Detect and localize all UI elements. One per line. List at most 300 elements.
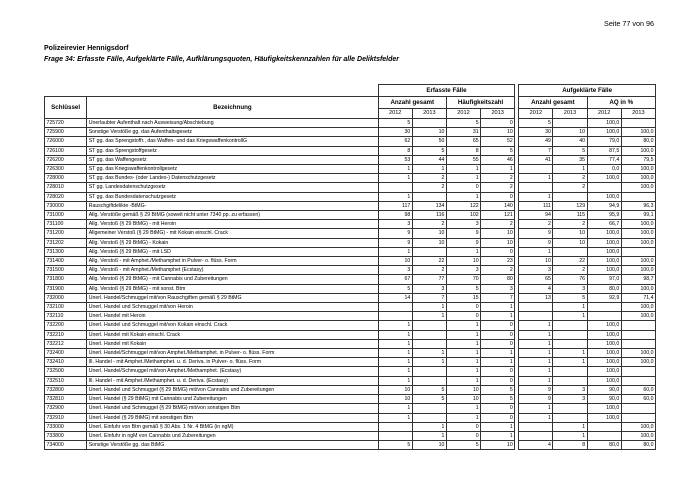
table-row: [45, 201, 656, 210]
table-row: [45, 395, 656, 404]
hz-2013-cell: 1: [481, 165, 515, 174]
schluessel-cell: 731800: [45, 275, 87, 284]
bezeichnung-cell: ST gg. Landesdatenschutzgesetz: [87, 183, 378, 192]
table-row: [45, 220, 656, 229]
aufgeklaert-2013-cell: [553, 330, 587, 339]
erfasst-2013-cell: [412, 192, 446, 201]
aq-2013-cell: [621, 330, 655, 339]
erfasst-2012-cell: 1: [378, 367, 412, 376]
hz-2012-cell: 1: [446, 376, 480, 385]
aq-2013-cell: 100,0: [621, 266, 655, 275]
header-bezeichnung: Bezeichnung: [87, 97, 378, 119]
bezeichnung-cell: Unerl. Handel mit Kokain: [87, 339, 378, 348]
header-year: 2012: [378, 109, 412, 119]
hz-2013-cell: 1: [481, 431, 515, 440]
aq-2012-cell: 100,0: [587, 404, 621, 413]
aufgeklaert-2013-cell: [553, 119, 587, 128]
bezeichnung-cell: Sonstige Verstöße gg. das Aufenthaltsgesetz: [87, 128, 378, 137]
erfasst-2013-cell: 1: [412, 422, 446, 431]
aufgeklaert-2013-cell: 2: [553, 183, 587, 192]
report-subtitle: Frage 34: Erfasste Fälle, Aufgeklärte Fälle, Aufklärungsquoten, Häufigkeitskennzahlen für alle Deliktsfelder: [44, 56, 400, 63]
aq-2013-cell: 80,0: [621, 441, 655, 450]
erfasst-2012-cell: 9: [378, 238, 412, 247]
table-row: [45, 155, 656, 164]
erfasst-2013-cell: 1: [412, 358, 446, 367]
table-row: [45, 192, 656, 201]
hz-2012-cell: 8: [446, 146, 480, 155]
erfasst-2013-cell: 44: [412, 155, 446, 164]
aufgeklaert-2012-cell: 1: [519, 321, 553, 330]
schluessel-cell: 731300: [45, 247, 87, 256]
hz-2013-cell: 5: [481, 395, 515, 404]
aq-2013-cell: 100,0: [621, 284, 655, 293]
erfasst-2012-cell: 98: [378, 211, 412, 220]
bezeichnung-cell: Allg. Verstöße gemäß § 29 BtMG (soweit nicht unter 7340 pp. zu erfassen): [87, 211, 378, 220]
aq-2013-cell: 100,0: [621, 349, 655, 358]
erfasst-2013-cell: 5: [412, 385, 446, 394]
erfasst-2013-cell: 1: [412, 165, 446, 174]
hz-2013-cell: 10: [481, 128, 515, 137]
schluessel-cell: 728000: [45, 174, 87, 183]
aq-2013-cell: 100,0: [621, 146, 655, 155]
hz-2012-cell: 70: [446, 275, 480, 284]
aufgeklaert-2012-cell: 1: [519, 339, 553, 348]
aq-2013-cell: 100,0: [621, 128, 655, 137]
page-number: Seite 77 von 96: [604, 19, 654, 28]
hz-2012-cell: 1: [446, 339, 480, 348]
bezeichnung-cell: Allgemeiner Verstoß (§ 29 BtMG) - mit Kokain einschl. Crack: [87, 229, 378, 238]
aufgeklaert-2012-cell: 9: [519, 395, 553, 404]
hz-2013-cell: 121: [481, 211, 515, 220]
aufgeklaert-2013-cell: 5: [553, 293, 587, 302]
aq-2012-cell: 66,7: [587, 220, 621, 229]
hz-2012-cell: 1: [446, 330, 480, 339]
bezeichnung-cell: Allg. Verstoß (§ 29 BtMG) - mit Cannabis und Zubereitungen: [87, 275, 378, 284]
aufgeklaert-2012-cell: 49: [519, 137, 553, 146]
erfasst-2012-cell: 1: [378, 330, 412, 339]
aufgeklaert-2013-cell: 2: [553, 174, 587, 183]
aq-2013-cell: 100,0: [621, 422, 655, 431]
hz-2012-cell: 1: [446, 192, 480, 201]
erfasst-2013-cell: 22: [412, 257, 446, 266]
schluessel-cell: 726200: [45, 155, 87, 164]
bezeichnung-cell: Unerl. Einfuhr von Btm gemäß § 30 Abs. 1 Nr. 4 BtMG (in ngM): [87, 422, 378, 431]
aufgeklaert-2013-cell: 1: [553, 312, 587, 321]
aufgeklaert-2012-cell: 13: [519, 293, 553, 302]
bezeichnung-cell: Allg. Verstoß (§ 29 BtMG) - mit sonst. Btm: [87, 284, 378, 293]
erfasst-2013-cell: [412, 339, 446, 348]
erfasst-2012-cell: [378, 303, 412, 312]
aufgeklaert-2012-cell: 41: [519, 155, 553, 164]
schluessel-cell: 731100: [45, 220, 87, 229]
erfasst-2012-cell: [378, 422, 412, 431]
erfasst-2012-cell: 9: [378, 229, 412, 238]
header-year: 2012: [446, 109, 480, 119]
hz-2012-cell: 10: [446, 395, 480, 404]
schluessel-cell: 728020: [45, 192, 87, 201]
aq-2012-cell: 100,0: [587, 238, 621, 247]
schluessel-cell: 725900: [45, 128, 87, 137]
header-year: 2012: [519, 109, 553, 119]
erfasst-2013-cell: 10: [412, 441, 446, 450]
aufgeklaert-2013-cell: [553, 339, 587, 348]
erfasst-2013-cell: 134: [412, 201, 446, 210]
table-row: [45, 275, 656, 284]
erfasst-2013-cell: 1: [412, 312, 446, 321]
aq-2012-cell: 94,9: [587, 201, 621, 210]
schluessel-cell: 731202: [45, 238, 87, 247]
aufgeklaert-2012-cell: 1: [519, 358, 553, 367]
aq-2013-cell: [621, 119, 655, 128]
table-row: [45, 441, 656, 450]
bezeichnung-cell: Unerl. Handel (§ 29 BtMG) mit Cannabis und Zubereitungen: [87, 395, 378, 404]
aufgeklaert-2012-cell: [519, 303, 553, 312]
schluessel-cell: 730000: [45, 201, 87, 210]
aufgeklaert-2012-cell: 2: [519, 220, 553, 229]
aufgeklaert-2012-cell: 1: [519, 376, 553, 385]
bezeichnung-cell: ST gg. das Sprengstoffgesetz: [87, 146, 378, 155]
aq-2013-cell: 100,0: [621, 174, 655, 183]
aq-2012-cell: 100,0: [587, 128, 621, 137]
aq-2013-cell: 60,0: [621, 385, 655, 394]
aufgeklaert-2013-cell: 1: [553, 349, 587, 358]
header-aufgeklaerte-faelle: Aufgeklärte Fälle: [519, 85, 656, 97]
schluessel-cell: 726100: [45, 146, 87, 155]
hz-2013-cell: 0: [481, 413, 515, 422]
hz-2012-cell: 0: [446, 303, 480, 312]
table-row: [45, 321, 656, 330]
table-row: [45, 312, 656, 321]
bezeichnung-cell: Unerl. Handel mit Kokain einschl. Crack: [87, 330, 378, 339]
hz-2013-cell: 10: [481, 229, 515, 238]
schluessel-cell: 731500: [45, 266, 87, 275]
aq-2012-cell: 0,0: [587, 165, 621, 174]
hz-2013-cell: 0: [481, 119, 515, 128]
aq-2012-cell: 100,0: [587, 247, 621, 256]
aufgeklaert-2012-cell: 10: [519, 257, 553, 266]
aq-2012-cell: 92,9: [587, 293, 621, 302]
table-row: [45, 247, 656, 256]
table-row: [45, 211, 656, 220]
hz-2013-cell: 2: [481, 174, 515, 183]
erfasst-2012-cell: 1: [378, 413, 412, 422]
bezeichnung-cell: Unerl. Handel und Schmuggel (§ 29 BtMG) mit/von sonstigen Btm: [87, 404, 378, 413]
aq-2012-cell: 100,0: [587, 119, 621, 128]
hz-2013-cell: 23: [481, 257, 515, 266]
erfasst-2012-cell: 14: [378, 293, 412, 302]
aq-2013-cell: 98,7: [621, 275, 655, 284]
aufgeklaert-2013-cell: [553, 321, 587, 330]
erfasst-2012-cell: 5: [378, 441, 412, 450]
aufgeklaert-2012-cell: [519, 422, 553, 431]
erfasst-2012-cell: 1: [378, 349, 412, 358]
hz-2012-cell: 122: [446, 201, 480, 210]
schluessel-cell: 725720: [45, 119, 87, 128]
erfasst-2012-cell: 10: [378, 395, 412, 404]
aufgeklaert-2013-cell: 10: [553, 229, 587, 238]
table-row: [45, 385, 656, 394]
bezeichnung-cell: ST gg. das Sprengstoffr., das Waffen- und das KriegswaffenkontrollG: [87, 137, 378, 146]
schluessel-cell: 732510: [45, 376, 87, 385]
bezeichnung-cell: Unerlaubter Aufenthalt nach Ausweisung/Abschiebung: [87, 119, 378, 128]
aq-2013-cell: 100,0: [621, 238, 655, 247]
erfasst-2012-cell: 62: [378, 137, 412, 146]
aq-2012-cell: 100,0: [587, 413, 621, 422]
aq-2012-cell: 100,0: [587, 192, 621, 201]
aufgeklaert-2013-cell: 10: [553, 238, 587, 247]
aq-2013-cell: [621, 413, 655, 422]
hz-2012-cell: 0: [446, 431, 480, 440]
bezeichnung-cell: Unerl. Handel und Schmuggel mit/von Kokain einschl. Crack: [87, 321, 378, 330]
crime-statistics-table: [44, 84, 656, 450]
erfasst-2013-cell: [412, 321, 446, 330]
header-year: 2013: [621, 109, 655, 119]
erfasst-2012-cell: 1: [378, 376, 412, 385]
bezeichnung-cell: Allg. Verstoß (§ 29 BtMG) - Kokain: [87, 238, 378, 247]
hz-2013-cell: 0: [481, 192, 515, 201]
bezeichnung-cell: Ill. Handel - mit Amphet./Methamphet. u. d. Deriva. in Pulver- o. flüss. Form: [87, 358, 378, 367]
hz-2013-cell: 0: [481, 339, 515, 348]
hz-2013-cell: 7: [481, 293, 515, 302]
table-row: [45, 146, 656, 155]
aufgeklaert-2012-cell: [519, 312, 553, 321]
erfasst-2012-cell: 3: [378, 220, 412, 229]
hz-2012-cell: 5: [446, 441, 480, 450]
erfasst-2012-cell: 10: [378, 385, 412, 394]
hz-2012-cell: 1: [446, 321, 480, 330]
table-row: [45, 128, 656, 137]
aufgeklaert-2012-cell: 1: [519, 330, 553, 339]
aufgeklaert-2012-cell: 1: [519, 192, 553, 201]
header-schluessel: Schlüssel: [45, 97, 87, 119]
hz-2012-cell: 15: [446, 293, 480, 302]
table-body: [45, 119, 656, 450]
aq-2012-cell: 100,0: [587, 367, 621, 376]
erfasst-2012-cell: 5: [378, 119, 412, 128]
aq-2012-cell: 77,4: [587, 155, 621, 164]
aufgeklaert-2012-cell: 94: [519, 211, 553, 220]
aq-2012-cell: [587, 422, 621, 431]
aq-2013-cell: [621, 339, 655, 348]
aufgeklaert-2012-cell: 65: [519, 275, 553, 284]
aufgeklaert-2012-cell: 111: [519, 201, 553, 210]
erfasst-2012-cell: 30: [378, 128, 412, 137]
table-row: [45, 339, 656, 348]
aufgeklaert-2013-cell: 1: [553, 303, 587, 312]
aq-2013-cell: [621, 404, 655, 413]
aufgeklaert-2013-cell: 115: [553, 211, 587, 220]
hz-2013-cell: 5: [481, 146, 515, 155]
aufgeklaert-2012-cell: 1: [519, 174, 553, 183]
aq-2013-cell: [621, 192, 655, 201]
hz-2012-cell: 5: [446, 119, 480, 128]
bezeichnung-cell: Ill. Handel - mit Amphet./Methamphet. u. d. Deriva. (Ecstasy): [87, 376, 378, 385]
aufgeklaert-2012-cell: 9: [519, 238, 553, 247]
bezeichnung-cell: Unerl. Handel (§ 29 BtMG) mit sonstigen Btm: [87, 413, 378, 422]
erfasst-2012-cell: 53: [378, 155, 412, 164]
aufgeklaert-2013-cell: [553, 413, 587, 422]
aq-2013-cell: 96,3: [621, 201, 655, 210]
bezeichnung-cell: Sonstige Verstöße gg. das BtMG: [87, 441, 378, 450]
table-row: [45, 238, 656, 247]
aufgeklaert-2012-cell: 1: [519, 413, 553, 422]
table-row: [45, 284, 656, 293]
table-row: [45, 413, 656, 422]
schluessel-cell: 732410: [45, 358, 87, 367]
aufgeklaert-2012-cell: 3: [519, 266, 553, 275]
header-year: 2013: [412, 109, 446, 119]
erfasst-2012-cell: 5: [378, 284, 412, 293]
erfasst-2013-cell: 7: [412, 293, 446, 302]
erfasst-2013-cell: [412, 404, 446, 413]
aufgeklaert-2012-cell: 1: [519, 247, 553, 256]
aq-2012-cell: [587, 431, 621, 440]
erfasst-2012-cell: [378, 312, 412, 321]
hz-2013-cell: 0: [481, 404, 515, 413]
aufgeklaert-2012-cell: 1: [519, 367, 553, 376]
erfasst-2012-cell: 1: [378, 192, 412, 201]
aufgeklaert-2013-cell: 3: [553, 395, 587, 404]
aufgeklaert-2012-cell: 5: [519, 119, 553, 128]
schluessel-cell: 733800: [45, 431, 87, 440]
table-row: [45, 266, 656, 275]
hz-2013-cell: 10: [481, 441, 515, 450]
erfasst-2013-cell: 5: [412, 395, 446, 404]
bezeichnung-cell: Unerl. Handel und Schmuggel (§ 29 BtMG) mit/von Cannabis und Zubereitungen: [87, 385, 378, 394]
aufgeklaert-2012-cell: [519, 183, 553, 192]
aufgeklaert-2012-cell: 9: [519, 385, 553, 394]
aufgeklaert-2013-cell: 40: [553, 137, 587, 146]
schluessel-cell: 732000: [45, 293, 87, 302]
bezeichnung-cell: Unerl. Handel und Schmuggel mit/von Heroin: [87, 303, 378, 312]
schluessel-cell: 732100: [45, 303, 87, 312]
schluessel-cell: 732400: [45, 349, 87, 358]
aq-2012-cell: 100,0: [587, 376, 621, 385]
header-anzahl-gesamt-erfasst: Anzahl gesamt: [378, 97, 446, 109]
aufgeklaert-2012-cell: [519, 165, 553, 174]
aq-2013-cell: [621, 321, 655, 330]
hz-2013-cell: 2: [481, 266, 515, 275]
header-year: 2013: [553, 109, 587, 119]
aq-2012-cell: 80,0: [587, 441, 621, 450]
erfasst-2013-cell: 10: [412, 238, 446, 247]
header-anzahl-gesamt-aufgeklaert: Anzahl gesamt: [519, 97, 587, 109]
erfasst-2013-cell: [412, 119, 446, 128]
aufgeklaert-2012-cell: 4: [519, 284, 553, 293]
schluessel-cell: 726300: [45, 165, 87, 174]
schluessel-cell: 734000: [45, 441, 87, 450]
schluessel-cell: 733000: [45, 422, 87, 431]
aq-2012-cell: 79,0: [587, 137, 621, 146]
erfasst-2013-cell: 77: [412, 275, 446, 284]
header-haeufigkeitszahl: Häufigkeitszahl: [446, 97, 514, 109]
bezeichnung-cell: ST gg. das Bundesdatenschutzgesetz: [87, 192, 378, 201]
aq-2012-cell: 100,0: [587, 330, 621, 339]
table-row: [45, 119, 656, 128]
header-aq-prozent: AQ in %: [587, 97, 655, 109]
aq-2013-cell: 60,0: [621, 395, 655, 404]
table-row: [45, 165, 656, 174]
erfasst-2012-cell: 1: [378, 247, 412, 256]
schluessel-cell: 728010: [45, 183, 87, 192]
aufgeklaert-2013-cell: [553, 367, 587, 376]
hz-2013-cell: 1: [481, 303, 515, 312]
erfasst-2013-cell: 2: [412, 174, 446, 183]
schluessel-cell: 732212: [45, 339, 87, 348]
aufgeklaert-2013-cell: 35: [553, 155, 587, 164]
hz-2012-cell: 1: [446, 174, 480, 183]
aufgeklaert-2013-cell: 1: [553, 422, 587, 431]
table-row: [45, 183, 656, 192]
erfasst-2013-cell: 5: [412, 146, 446, 155]
schluessel-cell: 732210: [45, 330, 87, 339]
header-year: 2012: [587, 109, 621, 119]
aq-2013-cell: [621, 247, 655, 256]
header-year: 2013: [481, 109, 515, 119]
aq-2013-cell: 80,0: [621, 137, 655, 146]
bezeichnung-cell: Allg. Verstoß (§ 29 BtMG) - mit Heroin: [87, 220, 378, 229]
hz-2013-cell: 1: [481, 312, 515, 321]
erfasst-2013-cell: [412, 376, 446, 385]
hz-2013-cell: 52: [481, 137, 515, 146]
hz-2012-cell: 5: [446, 284, 480, 293]
aufgeklaert-2013-cell: 10: [553, 128, 587, 137]
hz-2012-cell: 1: [446, 404, 480, 413]
aufgeklaert-2013-cell: [553, 247, 587, 256]
hz-2012-cell: 1: [446, 367, 480, 376]
erfasst-2012-cell: 10: [378, 257, 412, 266]
erfasst-2013-cell: 1: [412, 303, 446, 312]
aufgeklaert-2013-cell: 2: [553, 266, 587, 275]
erfasst-2012-cell: [378, 183, 412, 192]
erfasst-2013-cell: 3: [412, 284, 446, 293]
hz-2013-cell: 46: [481, 155, 515, 164]
hz-2013-cell: 2: [481, 220, 515, 229]
aq-2012-cell: [587, 303, 621, 312]
aq-2012-cell: 100,0: [587, 174, 621, 183]
table-row: [45, 349, 656, 358]
bezeichnung-cell: ST gg. das Kriegswaffenkontrollgesetz: [87, 165, 378, 174]
hz-2013-cell: 0: [481, 376, 515, 385]
aufgeklaert-2012-cell: [519, 431, 553, 440]
aufgeklaert-2013-cell: 1: [553, 165, 587, 174]
schluessel-cell: 732910: [45, 413, 87, 422]
erfasst-2013-cell: [412, 247, 446, 256]
hz-2012-cell: 3: [446, 220, 480, 229]
erfasst-2012-cell: 1: [378, 358, 412, 367]
aufgeklaert-2013-cell: 1: [553, 358, 587, 367]
schluessel-cell: 731900: [45, 284, 87, 293]
table-row: [45, 358, 656, 367]
aq-2012-cell: 100,0: [587, 257, 621, 266]
erfasst-2013-cell: [412, 330, 446, 339]
bezeichnung-cell: Allg. Verstoß - mit Amphet./Methamphet in Pulver- o. flüss. Form: [87, 257, 378, 266]
table-row: [45, 404, 656, 413]
aq-2012-cell: 87,5: [587, 146, 621, 155]
bezeichnung-cell: Unerl. Handel/Schmuggel mit/von Rauschgiften gemäß § 29 BtMG: [87, 293, 378, 302]
hz-2013-cell: 0: [481, 321, 515, 330]
header-erfasste-faelle: Erfasste Fälle: [378, 85, 515, 97]
hz-2012-cell: 0: [446, 312, 480, 321]
schluessel-cell: 732500: [45, 367, 87, 376]
aq-2012-cell: 100,0: [587, 339, 621, 348]
table-row: [45, 174, 656, 183]
erfasst-2012-cell: 117: [378, 201, 412, 210]
table-row: [45, 137, 656, 146]
erfasst-2012-cell: 1: [378, 404, 412, 413]
table-row: [45, 257, 656, 266]
hz-2013-cell: 1: [481, 422, 515, 431]
